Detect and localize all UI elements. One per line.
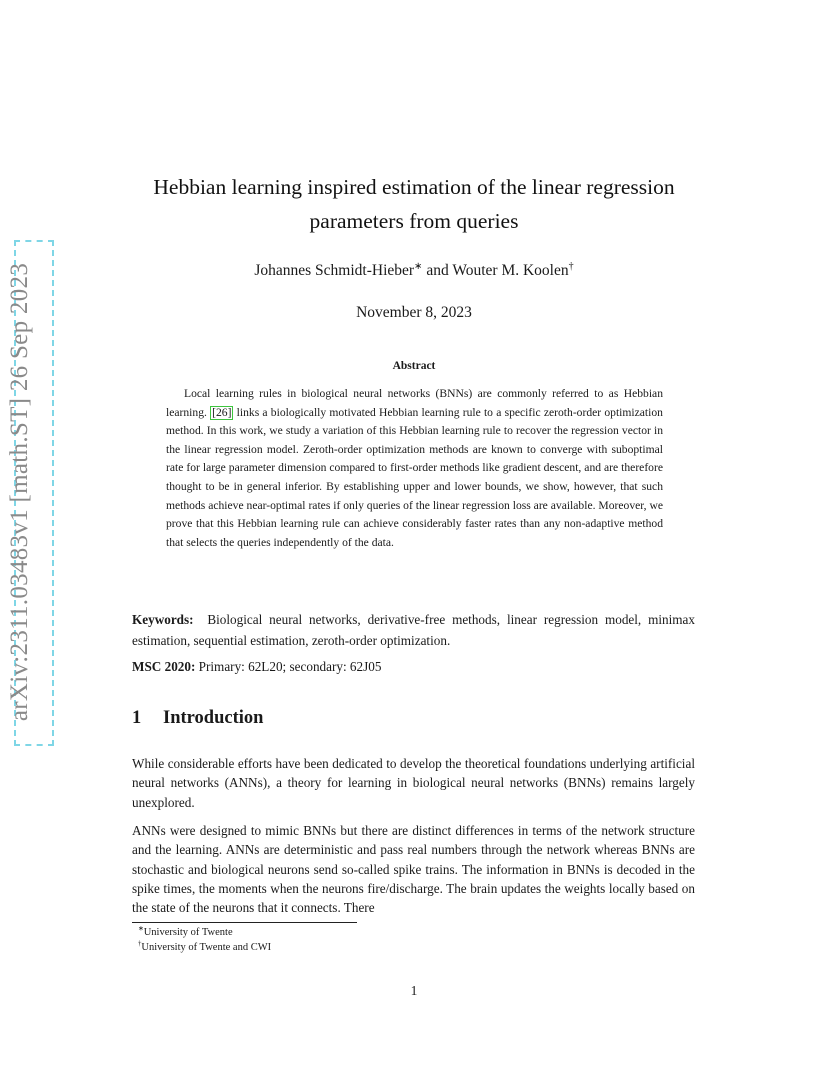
author-footnote-mark[interactable]: †: [568, 260, 574, 272]
keywords: [132, 609, 695, 651]
abstract-text: [166, 385, 663, 552]
footnote-mark: †: [138, 940, 142, 948]
abstract-part: links a biologically motivated Hebbian learning rule to a specific zeroth-order optimization method. In this work, we study a variation of this Hebbian learning rule to recover the regression vector in the linear regression model. Zeroth-order optimization methods are known to converge with suboptimal rate for large parameter dimension compared to first-order methods like gradient descent, and are therefore thought to be in general inferior. By establishing upper and lower bounds, we show, however, that such methods achieve near-optimal rates if only queries of the linear regression loss are available. Moreover, we prove that this Hebbian learning rule can achieve considerably faster rates than any non-adaptive method that selects the queries independently of the data.: [166, 405, 663, 549]
abstract-part: Local learning rules in biological neural networks (BNNs) are commonly referred to as Hebbian learning.: [166, 387, 663, 419]
author-name: Wouter M. Koolen: [452, 262, 569, 279]
msc-classification: [132, 656, 695, 677]
keywords-label: Keywords:: [132, 612, 194, 627]
msc-label: MSC 2020:: [132, 659, 196, 674]
section-heading: [132, 708, 263, 729]
footnote: [138, 941, 271, 955]
page-number: 1: [410, 983, 418, 998]
footnote: [138, 926, 233, 940]
citation-link[interactable]: [26]: [212, 405, 232, 419]
body-paragraph: While considerable efforts have been dedicated to develop the theoretical foundations underlying artificial neural networks (ANNs), a theory for learning in biological neural networks (BNNs) remains largely unexplored.: [132, 756, 695, 810]
keywords-text: Biological neural networks, derivative-free methods, linear regression model, minimax estimation, sequential estimation, zeroth-order optimization.: [132, 612, 696, 648]
footnote-mark: ∗: [138, 925, 144, 933]
footnote-text: University of Twente: [143, 927, 233, 938]
footnote-rule: [132, 922, 357, 923]
author-name: Johannes Schmidt-Hieber: [254, 262, 415, 279]
section-title: Introduction: [163, 708, 264, 728]
author-list: [100, 262, 728, 280]
paper-date: November 8, 2023: [356, 304, 472, 321]
arxiv-identifier[interactable]: arXiv:2311.03483v1 [math.ST] 26 Sep 2023: [6, 262, 33, 722]
author-footnote-mark[interactable]: ∗: [414, 260, 423, 272]
body-paragraph: ANNs were designed to mimic BNNs but there are distinct differences in terms of the network structure and the learning. ANNs are deterministic and pass real numbers through the network whereas BNNs are stochastic and biological neurons send so-called spike trains. The information in BNNs is decoded in the spike times, the moments when the neurons fire/discharge. The brain updates the weights locally based on the state of the neurons that it connects. There: [132, 823, 695, 916]
abstract-heading: Abstract: [392, 360, 436, 372]
section-number: 1: [132, 708, 142, 728]
paper-title: [100, 170, 728, 238]
msc-text: Primary: 62L20; secondary: 62J05: [198, 659, 382, 674]
footnote-text: University of Twente and CWI: [141, 942, 272, 953]
title-line-2: parameters from queries: [309, 209, 519, 233]
author-separator: and: [422, 262, 453, 279]
title-line-1: Hebbian learning inspired estimation of the linear regression: [153, 175, 675, 199]
